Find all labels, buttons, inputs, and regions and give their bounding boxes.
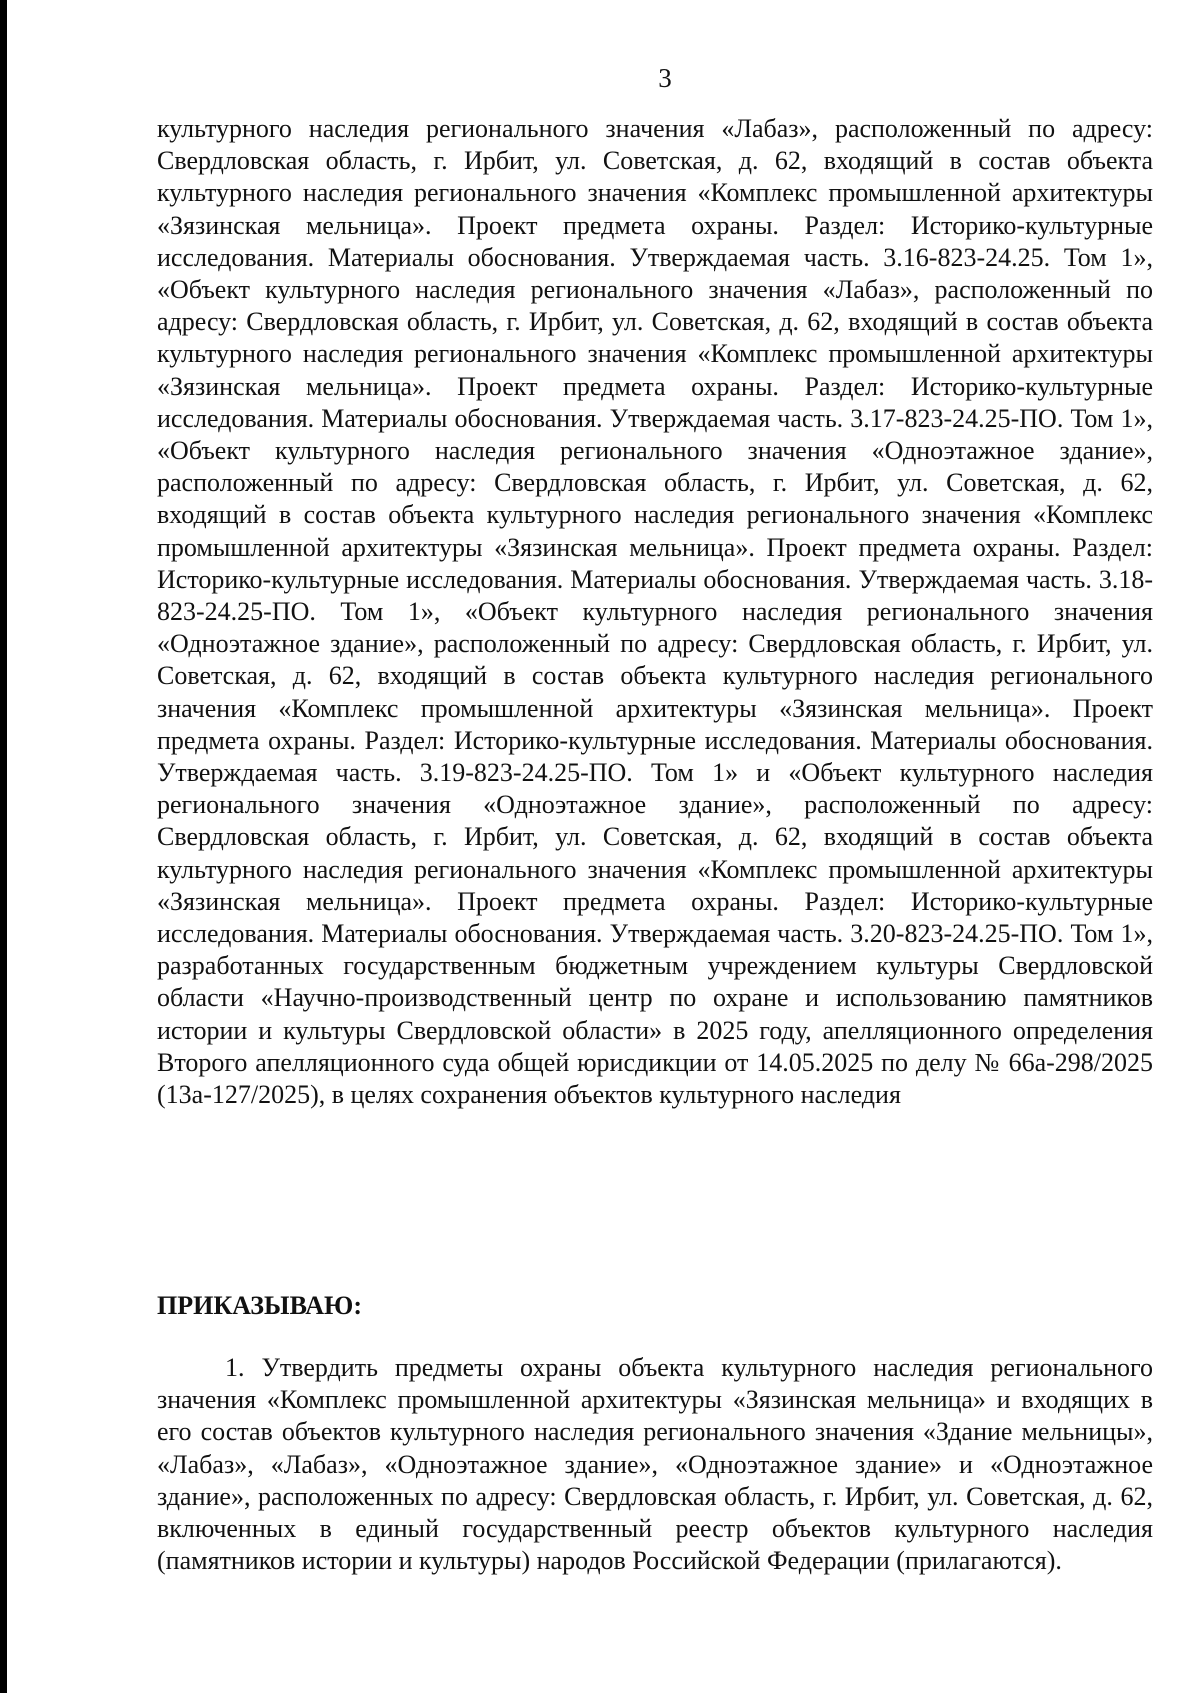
order-item-1: 1. Утвердить предметы охраны объекта культурного наследия регионального значения «Комплекс промышленной архитектуры «Зязинская мельница» и входящих в его состав объектов культурного наследия регионального значения «Здание мельницы», «Лабаз», «Лабаз», «Одноэтажное здание», «Одноэтажное здание» и «Одноэтажное здание», расположенных по адресу: Свердловская область, г. Ирбит, ул. Советская, д. 62, включенных в единый государственный реестр объектов культурного наследия (памятников истории и культуры) народов Российской Федерации (прилагаются). <box>157 1353 1153 1576</box>
page-number: 3 <box>658 63 672 93</box>
order-heading: ПРИКАЗЫВАЮ: <box>157 1291 362 1320</box>
preamble-paragraph: культурного наследия регионального значения «Лабаз», расположенный по адресу: Свердловская область, г. Ирбит, ул. Советская, д. 62, входящий в состав объекта культурного наследия регионального значения «Комплекс промышленной архитектуры «Зязинская мельница». Проект предмета охраны. Раздел: Историко-культурные исследования. Материалы обоснования. Утверждаемая часть. 3.16-823-24.25. Том 1», «Объект культурного наследия регионального значения «Лабаз», расположенный по адресу: Свердловская область, г. Ирбит, ул. Советская, д. 62, входящий в состав объекта культурного наследия регионального значения «Комплекс промышленной архитектуры «Зязинская мельница». Проект предмета охраны. Раздел: Историко-культурные исследования. Материалы обоснования. Утверждаемая часть. 3.17-823-24.25-ПО. Том 1», «Объект культурного наследия регионального значения «Одноэтажное здание», расположенный по адресу: Свердловская область, г. Ирбит, ул. Советская, д. 62, входящий в состав объекта культурного наследия регионального значения «Комплекс промышленной архитектуры «Зязинская мельница». Проект предмета охраны. Раздел: Историко-культурные исследования. Материалы обоснования. Утверждаемая часть. 3.18-823-24.25-ПО. Том 1», «Объект культурного наследия регионального значения «Одноэтажное здание», расположенный по адресу: Свердловская область, г. Ирбит, ул. Советская, д. 62, входящий в состав объекта культурного наследия регионального значения «Комплекс промышленной архитектуры «Зязинская мельница». Проект предмета охраны. Раздел: Историко-культурные исследования. Материалы обоснования. Утверждаемая часть. 3.19-823-24.25-ПО. Том 1» и «Объект культурного наследия регионального значения «Одноэтажное здание», расположенный по адресу: Свердловская область, г. Ирбит, ул. Советская, д. 62, входящий в состав объекта культурного наследия регионального значения «Комплекс промышленной архитектуры «Зязинская мельница». Проект предмета охраны. Раздел: Историко-культурные исследования. Материалы обоснования. Утверждаемая часть. 3.20-823-24.25-ПО. Том 1», разработанных государственным бюджетным учреждением культуры Свердловской области «Научно-производственный центр по охране и использованию памятников истории и культуры Свердловской области» в 2025 году, апелляционного определения Второго апелляционного суда общей юрисдикции от 14.05.2025 по делу № 66а-298/2025 (13а-127/2025), в целях сохранения объектов культурного наследия <box>157 114 1153 1110</box>
